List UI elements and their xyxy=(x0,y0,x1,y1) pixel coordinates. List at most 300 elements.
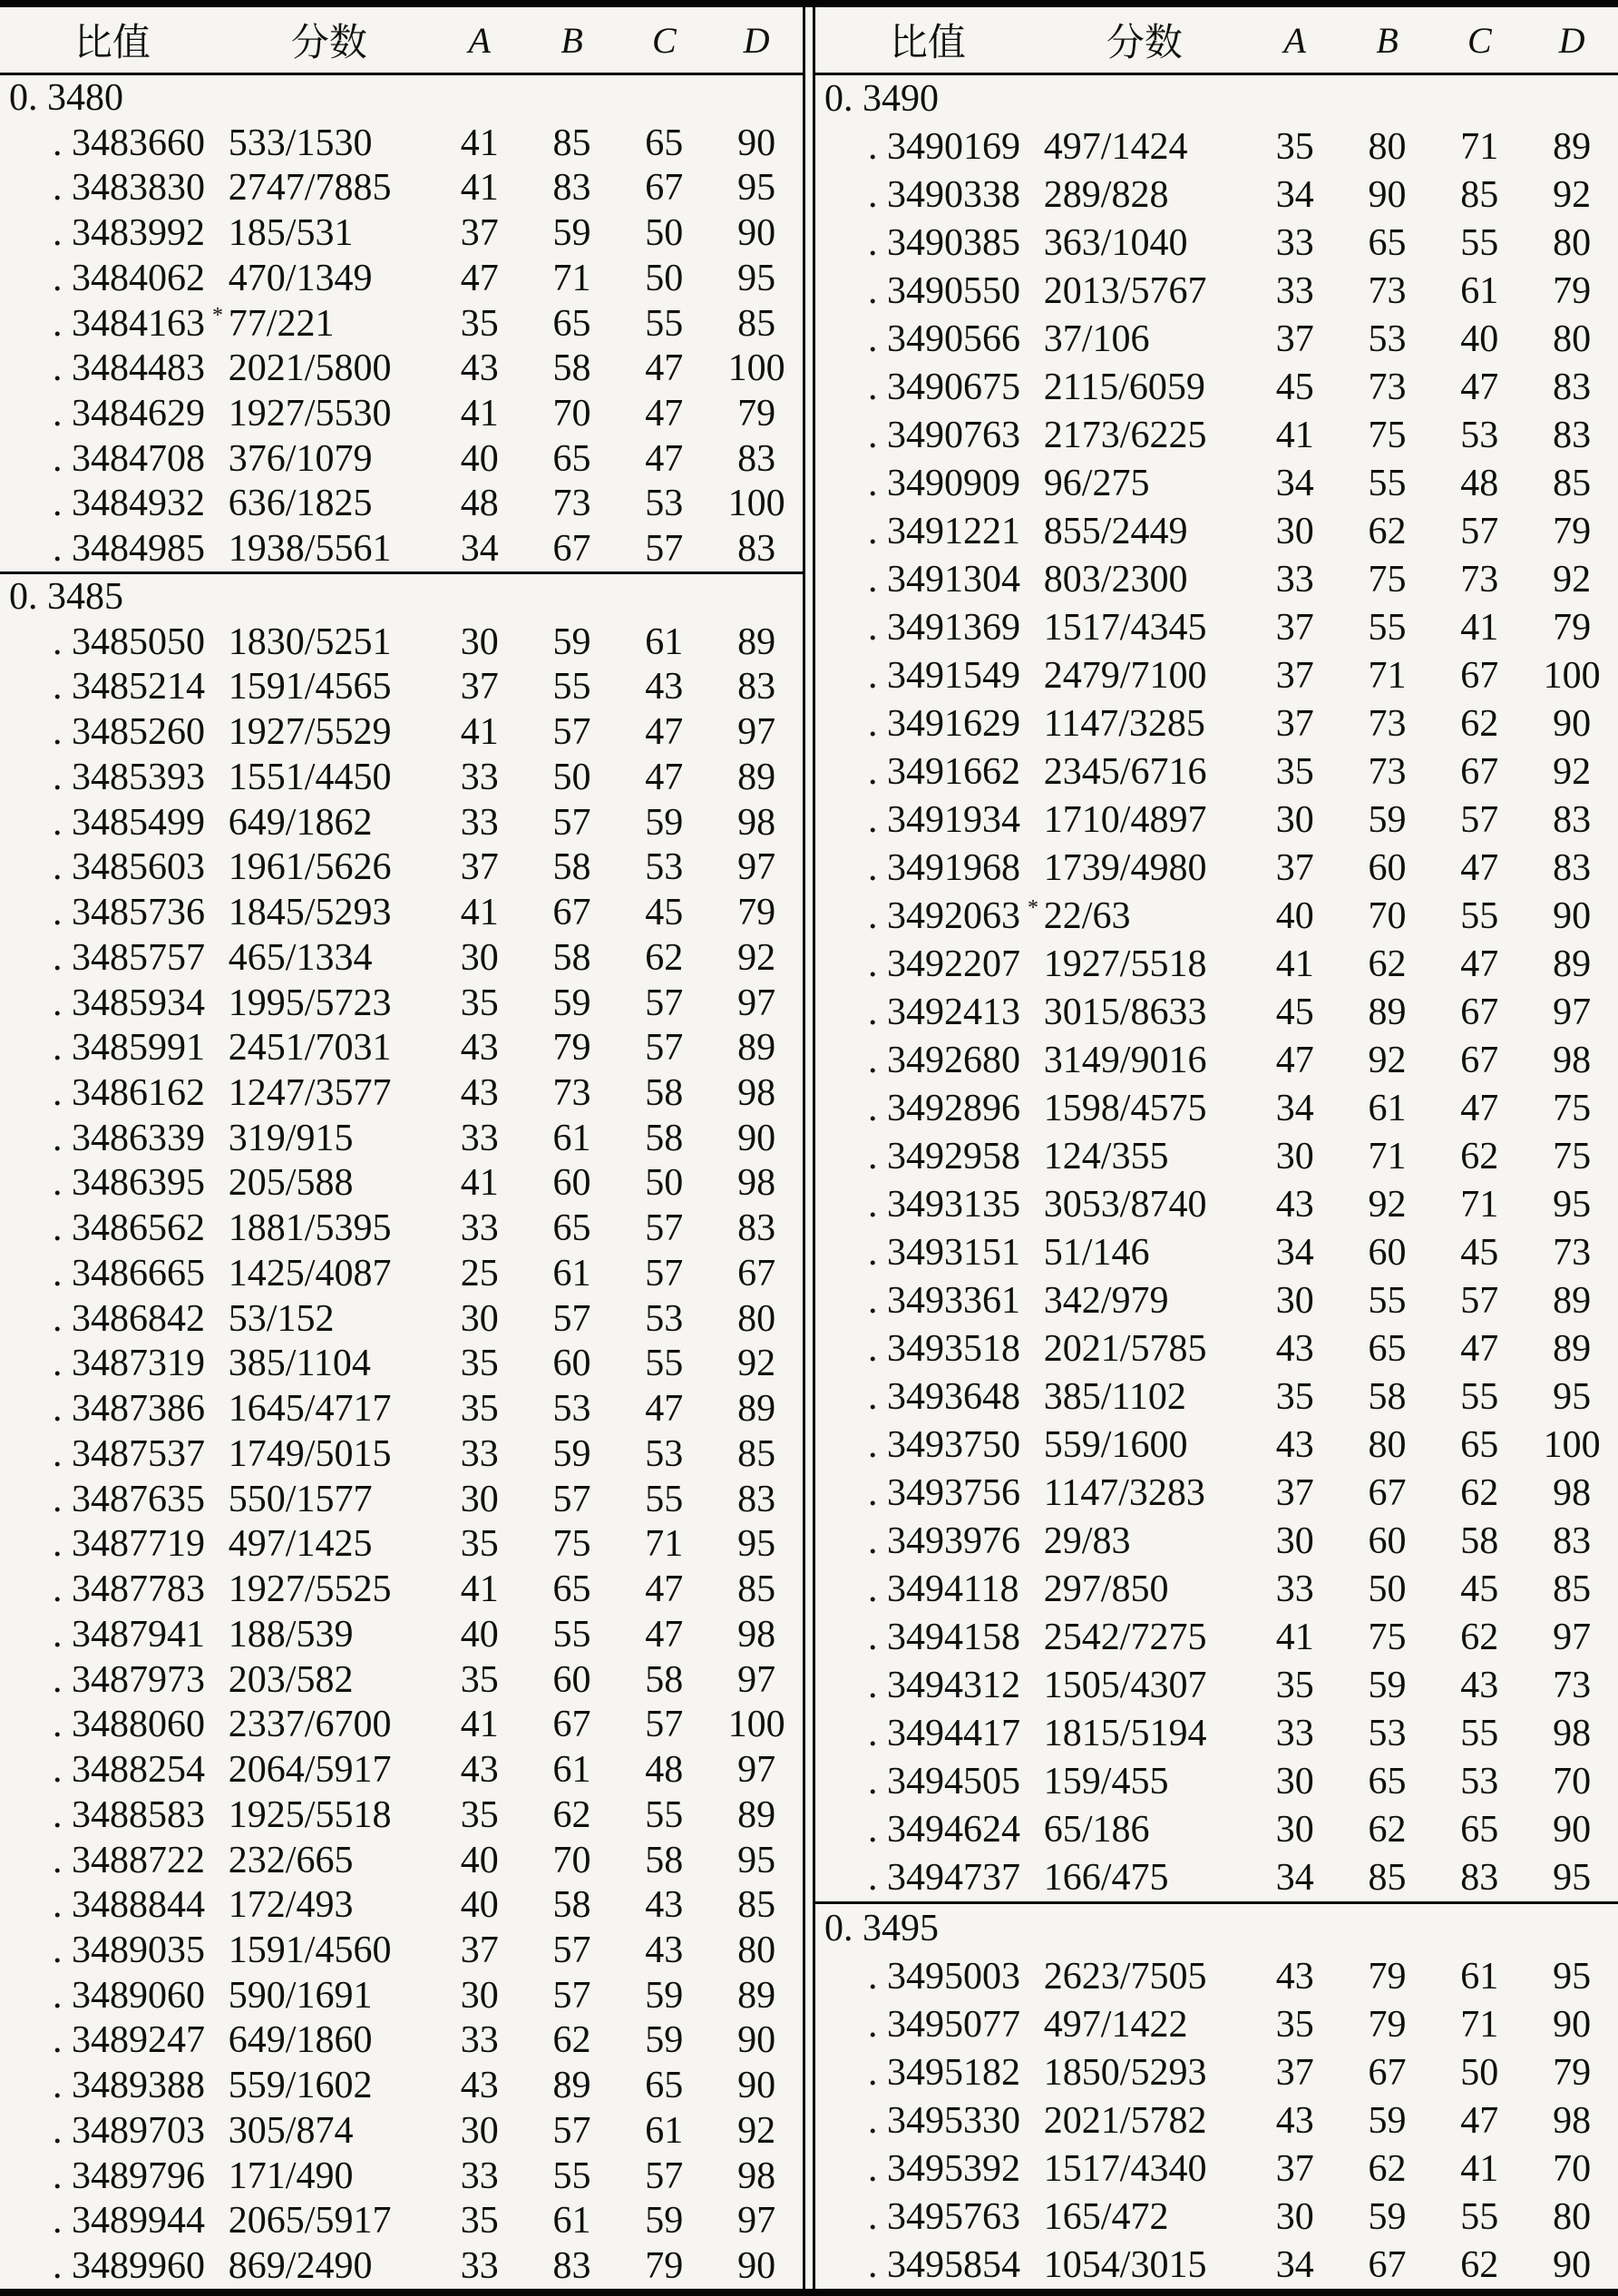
value-a: 30 xyxy=(1275,1808,1314,1851)
left-panel-body xyxy=(0,75,803,2289)
value-b: 89 xyxy=(552,2065,591,2107)
ratio-value: . 3485050 xyxy=(53,620,205,663)
value-d: 90 xyxy=(737,1117,776,1159)
ratio-value: . 3485603 xyxy=(53,846,205,889)
value-d: 97 xyxy=(737,846,776,889)
fraction-value: 533/1530 xyxy=(228,122,373,164)
fraction-value: 77/221 xyxy=(228,302,335,345)
value-a: 35 xyxy=(460,1388,499,1431)
ratio-value: . 3492680 xyxy=(868,1040,1020,1082)
value-c: 57 xyxy=(1460,1280,1499,1323)
ratio-value: . 3491934 xyxy=(868,799,1020,842)
value-c: 50 xyxy=(645,212,684,255)
ratio-value: . 3491662 xyxy=(868,751,1020,794)
value-d: 98 xyxy=(737,1072,776,1115)
value-b: 55 xyxy=(1368,1280,1407,1323)
table-row xyxy=(0,800,803,845)
value-a: 43 xyxy=(460,1072,499,1115)
value-c: 62 xyxy=(1460,1472,1499,1515)
fraction-value: 1054/3015 xyxy=(1043,2243,1207,2286)
value-d: 97 xyxy=(1553,1616,1592,1658)
fraction-value: 29/83 xyxy=(1043,1520,1131,1563)
value-c: 57 xyxy=(645,2154,684,2197)
value-d: 73 xyxy=(1553,1664,1592,1706)
fraction-value: 497/1425 xyxy=(228,1523,373,1566)
table-row xyxy=(0,1025,803,1070)
table-row xyxy=(0,1206,803,1251)
value-b: 58 xyxy=(552,846,591,889)
value-c: 57 xyxy=(1460,511,1499,553)
value-a: 30 xyxy=(460,936,499,979)
ratio-value: . 3486339 xyxy=(53,1117,205,1159)
value-d: 92 xyxy=(1553,174,1592,217)
table-row xyxy=(0,2108,803,2154)
ratio-value: . 3495763 xyxy=(868,2195,1020,2238)
ratio-value: . 3493756 xyxy=(868,1472,1020,1515)
table-row xyxy=(815,1229,1618,1277)
value-a: 34 xyxy=(1275,1856,1314,1899)
value-c: 53 xyxy=(1460,1760,1499,1803)
value-c: 57 xyxy=(645,1704,684,1746)
ratio-value: . 3485499 xyxy=(53,801,205,844)
value-d: 79 xyxy=(1553,270,1592,313)
value-d: 90 xyxy=(737,212,776,255)
value-d: 83 xyxy=(737,528,776,571)
table-row xyxy=(0,2199,803,2244)
fraction-value: 2064/5917 xyxy=(228,1749,392,1792)
value-a: 40 xyxy=(460,1839,499,1881)
value-b: 67 xyxy=(552,892,591,934)
value-c: 55 xyxy=(645,1343,684,1385)
table-row xyxy=(0,301,803,347)
value-a: 40 xyxy=(460,1884,499,1927)
table-row xyxy=(815,220,1618,268)
ratio-value: . 3494312 xyxy=(868,1664,1020,1706)
table-row xyxy=(0,620,803,665)
table-row xyxy=(815,2193,1618,2241)
ratio-value: . 3484629 xyxy=(53,393,205,435)
value-a: 37 xyxy=(1275,847,1314,890)
value-d: 67 xyxy=(737,1252,776,1295)
value-a: 37 xyxy=(1275,2147,1314,2190)
value-a: 34 xyxy=(1275,174,1314,217)
value-a: 35 xyxy=(460,2200,499,2242)
value-a: 43 xyxy=(1275,2099,1314,2142)
value-b: 59 xyxy=(1368,2099,1407,2142)
value-a: 30 xyxy=(460,1478,499,1520)
table-row xyxy=(815,1566,1618,1614)
ratio-value: . 3491629 xyxy=(868,703,1020,746)
table-row xyxy=(0,1431,803,1477)
fraction-value: 869/2490 xyxy=(228,2245,373,2288)
table-row xyxy=(0,256,803,301)
value-b: 59 xyxy=(552,1432,591,1475)
fraction-value: 159/455 xyxy=(1043,1760,1169,1803)
value-d: 80 xyxy=(1553,2195,1592,2238)
table-row xyxy=(815,1518,1618,1566)
value-c: 55 xyxy=(645,1478,684,1520)
value-d: 83 xyxy=(1553,799,1592,842)
value-c: 62 xyxy=(1460,1616,1499,1658)
value-c: 65 xyxy=(1460,1424,1499,1467)
value-a: 35 xyxy=(460,1793,499,1836)
value-b: 65 xyxy=(552,1568,591,1611)
value-a: 33 xyxy=(460,801,499,844)
fraction-value: 65/186 xyxy=(1043,1808,1150,1851)
table-row xyxy=(0,1342,803,1387)
value-b: 70 xyxy=(552,393,591,435)
value-c: 71 xyxy=(1460,2003,1499,2046)
table-row xyxy=(0,1657,803,1703)
value-d: 89 xyxy=(737,1793,776,1836)
value-d: 89 xyxy=(1553,1280,1592,1323)
fraction-value: 165/472 xyxy=(1043,2195,1169,2238)
fraction-value: 1591/4560 xyxy=(228,1929,392,1971)
fraction-value: 1739/4980 xyxy=(1043,847,1207,890)
fraction-value: 2623/7505 xyxy=(1043,1955,1207,1998)
value-c: 53 xyxy=(645,1297,684,1340)
ratio-value: . 3485757 xyxy=(53,936,205,979)
fraction-value: 1591/4565 xyxy=(228,666,392,708)
value-d: 80 xyxy=(737,1929,776,1971)
value-b: 62 xyxy=(552,1793,591,1836)
value-b: 55 xyxy=(552,2154,591,2197)
value-d: 90 xyxy=(737,2245,776,2288)
value-a: 30 xyxy=(1275,1136,1314,1178)
value-a: 30 xyxy=(1275,1280,1314,1323)
value-a: 30 xyxy=(460,2109,499,2152)
table-row xyxy=(815,1277,1618,1325)
ratio-value: . 3488722 xyxy=(53,1839,205,1881)
fraction-value: 550/1577 xyxy=(228,1478,373,1520)
header-col-a: A xyxy=(1283,19,1306,61)
fraction-value: 2013/5767 xyxy=(1043,270,1207,313)
value-a: 33 xyxy=(460,756,499,798)
value-d: 80 xyxy=(1553,318,1592,361)
value-a: 30 xyxy=(1275,799,1314,842)
value-c: 58 xyxy=(645,1658,684,1701)
header-ratio: 比值 xyxy=(73,23,151,64)
ratio-value: . 3487941 xyxy=(53,1613,205,1656)
value-c: 55 xyxy=(1460,222,1499,265)
fraction-value: 1961/5626 xyxy=(228,846,392,889)
table-row xyxy=(815,1181,1618,1229)
ratio-value: . 3493361 xyxy=(868,1280,1020,1323)
value-d: 83 xyxy=(737,666,776,708)
value-b: 62 xyxy=(1368,511,1407,553)
value-c: 67 xyxy=(1460,1040,1499,1082)
table-row xyxy=(0,845,803,890)
table-row xyxy=(0,391,803,436)
table-row xyxy=(815,652,1618,700)
value-d: 75 xyxy=(1553,1136,1592,1178)
ratio-value: . 3483830 xyxy=(53,167,205,210)
table-row xyxy=(0,1116,803,1161)
value-c: 47 xyxy=(1460,1328,1499,1371)
ratio-value: . 3485393 xyxy=(53,756,205,798)
value-a: 33 xyxy=(1275,1712,1314,1754)
ratio-value: . 3490566 xyxy=(868,318,1020,361)
value-b: 65 xyxy=(1368,1328,1407,1371)
fraction-value: 1927/5518 xyxy=(1043,943,1207,986)
value-b: 75 xyxy=(1368,559,1407,601)
value-a: 35 xyxy=(1275,1376,1314,1419)
fraction-value: 188/539 xyxy=(228,1613,354,1656)
table-row xyxy=(815,556,1618,604)
table-row xyxy=(815,1805,1618,1853)
table-row xyxy=(0,709,803,755)
value-b: 53 xyxy=(1368,1712,1407,1754)
table-row xyxy=(0,1386,803,1431)
fraction-value: 305/874 xyxy=(228,2109,354,2152)
fraction-value: 2021/5782 xyxy=(1043,2099,1207,2142)
value-b: 65 xyxy=(1368,1760,1407,1803)
value-c: 59 xyxy=(645,2019,684,2062)
value-a: 43 xyxy=(460,2065,499,2107)
table-row xyxy=(815,748,1618,796)
section-label: 0. 3495 xyxy=(824,1907,939,1949)
value-d: 89 xyxy=(737,620,776,663)
value-d: 85 xyxy=(737,1884,776,1927)
fraction-value: 1247/3577 xyxy=(228,1072,392,1115)
fraction-value: 3053/8740 xyxy=(1043,1184,1207,1226)
value-c: 58 xyxy=(645,1072,684,1115)
value-b: 60 xyxy=(1368,1232,1407,1275)
value-b: 75 xyxy=(552,1523,591,1566)
value-a: 43 xyxy=(1275,1328,1314,1371)
value-d: 79 xyxy=(1553,511,1592,553)
fraction-value: 470/1349 xyxy=(228,257,373,299)
ratio-value: . 3487719 xyxy=(53,1523,205,1566)
value-b: 61 xyxy=(552,2200,591,2242)
fraction-value: 385/1102 xyxy=(1043,1376,1186,1419)
table-row xyxy=(815,508,1618,556)
value-d: 90 xyxy=(737,2065,776,2107)
value-a: 35 xyxy=(1275,2003,1314,2046)
table-row xyxy=(815,2000,1618,2048)
value-c: 50 xyxy=(1460,2051,1499,2094)
ratio-value: . 3488844 xyxy=(53,1884,205,1927)
value-d: 97 xyxy=(737,2200,776,2242)
table-row xyxy=(0,210,803,256)
fraction-value: 855/2449 xyxy=(1043,511,1188,553)
right-panel-header xyxy=(815,7,1618,75)
value-c: 85 xyxy=(1460,174,1499,217)
fraction-value: 342/979 xyxy=(1043,1280,1169,1323)
value-d: 97 xyxy=(737,982,776,1024)
fraction-value: 803/2300 xyxy=(1043,559,1188,601)
value-c: 47 xyxy=(1460,2099,1499,2142)
table-row xyxy=(0,1612,803,1657)
value-d: 83 xyxy=(737,1478,776,1520)
table-row xyxy=(815,1085,1618,1133)
value-c: 57 xyxy=(1460,799,1499,842)
ratio-value: . 3492413 xyxy=(868,992,1020,1034)
value-d: 83 xyxy=(1553,415,1592,457)
ratio-value: . 3494158 xyxy=(868,1616,1020,1658)
fraction-value: 3149/9016 xyxy=(1043,1040,1207,1082)
ratio-value: . 3486665 xyxy=(53,1252,205,1295)
value-a: 33 xyxy=(1275,222,1314,265)
value-a: 40 xyxy=(1275,895,1314,938)
value-a: 45 xyxy=(1275,366,1314,409)
table-row xyxy=(815,1952,1618,2000)
value-a: 48 xyxy=(460,483,499,525)
value-c: 47 xyxy=(645,437,684,480)
table-row xyxy=(0,1747,803,1793)
section-label: 0. 3480 xyxy=(9,76,123,119)
ratio-value: . 3490169 xyxy=(868,126,1020,169)
value-d: 83 xyxy=(1553,366,1592,409)
table-row xyxy=(815,1133,1618,1181)
value-a: 41 xyxy=(460,1568,499,1611)
value-c: 43 xyxy=(1460,1664,1499,1706)
value-d: 92 xyxy=(1553,559,1592,601)
value-d: 98 xyxy=(737,2154,776,2197)
value-a: 30 xyxy=(460,1297,499,1340)
ratio-value: . 3493135 xyxy=(868,1184,1020,1226)
table-row xyxy=(0,1702,803,1747)
value-c: 61 xyxy=(645,2109,684,2152)
ratio-value: . 3494505 xyxy=(868,1760,1020,1803)
header-ratio: 比值 xyxy=(889,23,966,64)
value-b: 62 xyxy=(1368,2147,1407,2190)
value-d: 95 xyxy=(737,257,776,299)
value-b: 55 xyxy=(1368,607,1407,650)
table-row xyxy=(0,1070,803,1116)
value-c: 67 xyxy=(645,167,684,210)
ratio-value: . 3485260 xyxy=(53,711,205,754)
value-c: 47 xyxy=(645,1613,684,1656)
value-b: 58 xyxy=(1368,1376,1407,1419)
value-c: 47 xyxy=(1460,1088,1499,1130)
value-a: 33 xyxy=(1275,1568,1314,1610)
fraction-value: 2337/6700 xyxy=(228,1704,392,1746)
value-c: 58 xyxy=(645,1839,684,1881)
value-a: 33 xyxy=(460,2019,499,2062)
value-c: 67 xyxy=(1460,992,1499,1034)
value-a: 41 xyxy=(460,393,499,435)
value-d: 92 xyxy=(1553,751,1592,794)
value-a: 30 xyxy=(1275,2195,1314,2238)
value-d: 97 xyxy=(737,1749,776,1792)
value-a: 43 xyxy=(1275,1955,1314,1998)
value-b: 73 xyxy=(1368,366,1407,409)
ratio-value: . 3491221 xyxy=(868,511,1020,553)
fraction-value: 497/1422 xyxy=(1043,2003,1188,2046)
value-a: 33 xyxy=(460,1117,499,1159)
ratio-value: . 3493750 xyxy=(868,1424,1020,1467)
value-b: 73 xyxy=(552,483,591,525)
table-row xyxy=(815,364,1618,412)
value-b: 57 xyxy=(552,801,591,844)
table-row xyxy=(815,1325,1618,1373)
value-d: 89 xyxy=(737,756,776,798)
table-row xyxy=(815,1661,1618,1709)
value-b: 80 xyxy=(1368,126,1407,169)
value-b: 90 xyxy=(1368,174,1407,217)
table-row xyxy=(815,123,1618,171)
ratio-value: . 3494118 xyxy=(868,1568,1019,1610)
value-b: 55 xyxy=(552,1613,591,1656)
value-b: 80 xyxy=(1368,1424,1407,1467)
fraction-value: 2479/7100 xyxy=(1043,655,1207,698)
fraction-value: 1845/5293 xyxy=(228,892,392,934)
value-b: 71 xyxy=(1368,1136,1407,1178)
value-d: 79 xyxy=(737,892,776,934)
value-d: 100 xyxy=(1543,655,1601,698)
table-row xyxy=(0,1522,803,1568)
value-c: 71 xyxy=(1460,1184,1499,1226)
value-d: 90 xyxy=(1553,2243,1592,2286)
value-d: 90 xyxy=(1553,1808,1592,1851)
table-section xyxy=(0,75,803,572)
ratio-value: . 3490550 xyxy=(868,270,1020,313)
value-b: 58 xyxy=(552,1884,591,1927)
table-row xyxy=(815,941,1618,989)
ratio-value: . 3486842 xyxy=(53,1297,205,1340)
value-d: 95 xyxy=(1553,1376,1592,1419)
table-row xyxy=(0,1793,803,1838)
ratio-value: . 3490675 xyxy=(868,366,1020,409)
value-c: 43 xyxy=(645,1929,684,1971)
fraction-value: 363/1040 xyxy=(1043,222,1188,265)
value-d: 85 xyxy=(737,1432,776,1475)
value-a: 41 xyxy=(460,167,499,210)
value-a: 37 xyxy=(1275,2051,1314,2094)
ratio-value: . 3489060 xyxy=(53,1974,205,2017)
table-row xyxy=(815,989,1618,1037)
table-row xyxy=(0,165,803,210)
value-c: 47 xyxy=(645,393,684,435)
fraction-value: 2115/6059 xyxy=(1043,366,1205,409)
value-c: 58 xyxy=(645,1117,684,1159)
header-fraction: 分数 xyxy=(1106,23,1183,64)
value-c: 50 xyxy=(645,257,684,299)
fraction-value: 2065/5917 xyxy=(228,2200,392,2242)
value-c: 47 xyxy=(1460,943,1499,986)
table-row xyxy=(815,316,1618,364)
ratio-value: . 3488060 xyxy=(53,1704,205,1746)
table-row xyxy=(0,526,803,572)
value-c: 55 xyxy=(645,1793,684,1836)
ratio-value: . 3485934 xyxy=(53,982,205,1024)
table-row xyxy=(815,845,1618,893)
value-c: 47 xyxy=(645,347,684,390)
ratio-value: . 3491549 xyxy=(868,655,1020,698)
value-c: 45 xyxy=(1460,1568,1499,1610)
fraction-value: 385/1104 xyxy=(228,1343,371,1385)
fraction-value: 649/1862 xyxy=(228,801,373,844)
table-row xyxy=(0,1251,803,1296)
value-c: 48 xyxy=(645,1749,684,1792)
value-a: 34 xyxy=(1275,2243,1314,2286)
fraction-value: 1645/4717 xyxy=(228,1388,392,1431)
value-b: 60 xyxy=(1368,1520,1407,1563)
value-d: 95 xyxy=(737,167,776,210)
value-a: 41 xyxy=(460,1162,499,1205)
fraction-value: 559/1600 xyxy=(1043,1424,1188,1467)
value-a: 35 xyxy=(1275,126,1314,169)
fraction-value: 1517/4345 xyxy=(1043,607,1207,650)
value-c: 71 xyxy=(645,1523,684,1566)
value-a: 40 xyxy=(460,437,499,480)
value-a: 41 xyxy=(460,711,499,754)
value-b: 62 xyxy=(1368,1808,1407,1851)
value-d: 73 xyxy=(1553,1232,1592,1275)
header-col-a: A xyxy=(468,19,491,61)
ratio-value: . 3486162 xyxy=(53,1072,205,1115)
